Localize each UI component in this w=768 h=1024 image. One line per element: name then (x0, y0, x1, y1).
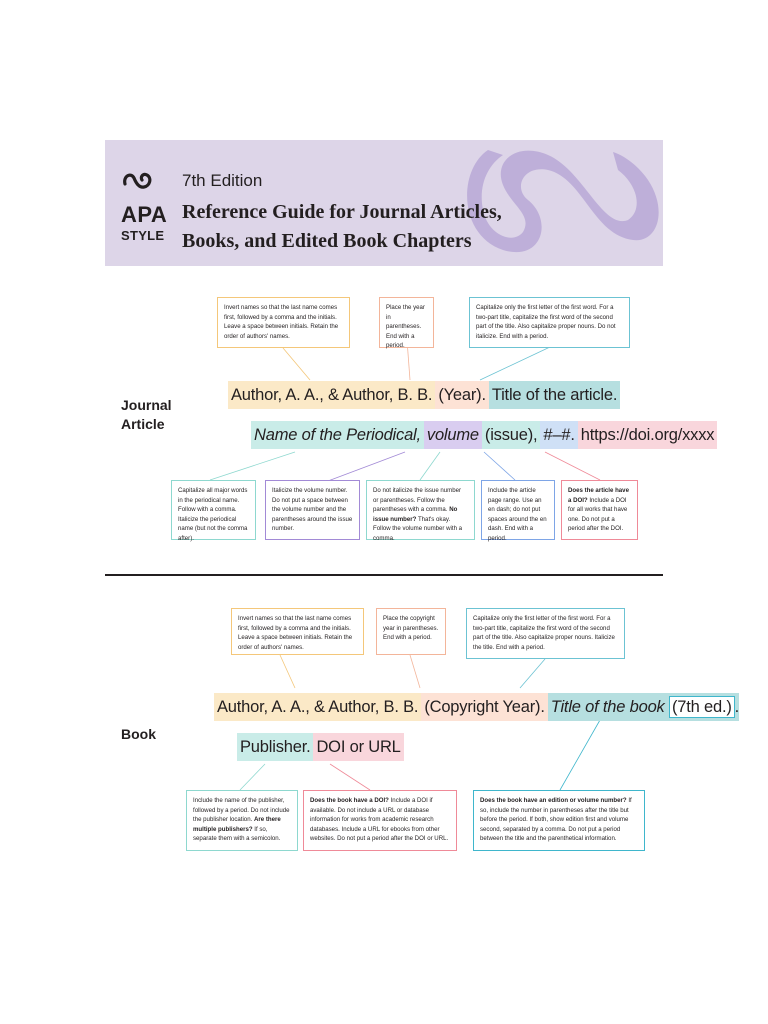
book-publisher: Publisher. (237, 733, 313, 761)
logo-apa-text: APA (121, 202, 168, 227)
note-book-publisher-text-b: Are there multiple publishers? (193, 816, 281, 833)
section-label-journal-article (121, 396, 171, 434)
section-label-book (121, 725, 156, 744)
note-journal-issue-text-b: No issue number? (373, 506, 458, 523)
logo-style-text: STYLE (121, 228, 165, 243)
note-book-doi-text-b: Include a DOI if available. Do not include a URL or database information for works from academic research databases. Include a URL for ebooks from other websites. Do not put a period after the DOI or URL. (310, 797, 449, 843)
note-journal-title-text: Capitalize only the first letter of the first word. For a two-part title, capitalize the first word of the second part of the title. Also capitalize proper nouns. Do not italicize. End with a period. (476, 304, 616, 340)
journal-reference-line-1 (228, 381, 620, 409)
journal-reference-line-2 (251, 421, 717, 449)
note-journal-periodical-text: Capitalize all major words in the periodical name. Follow with a comma. Italicize the periodical name (but not the comma after). (178, 487, 248, 542)
note-journal-doi-text-b: Include a DOI for all works that have one. Do not put a period after the DOI. (568, 496, 628, 533)
journal-issue: (issue), (482, 421, 541, 449)
note-journal-title (469, 297, 630, 348)
note-journal-volume (265, 480, 360, 540)
edition-label: 7th Edition (182, 171, 263, 190)
note-journal-doi-text-a: Does the article have a DOI? (568, 487, 629, 504)
note-journal-issue-text-c: That's okay. Follow the volume number with a comma. (373, 515, 463, 542)
note-journal-periodical (171, 480, 256, 540)
note-journal-year-text: Place the year in parentheses. End with a period. (386, 304, 425, 350)
note-journal-volume-text: Italicize the volume number. Do not put a space between the volume number and the parentheses around the issue number. (272, 487, 353, 533)
journal-pages: #–#. (540, 421, 577, 449)
note-book-author (231, 608, 364, 655)
note-book-doi-text-a: Does the book have a DOI? (310, 797, 389, 804)
book-title: Title of the book (550, 698, 665, 716)
journal-year: (Year). (435, 381, 489, 409)
note-book-edition-text-a: Does the book have an edition or volume number? (480, 797, 627, 804)
book-reference-line-2 (237, 733, 404, 761)
note-journal-doi (561, 480, 638, 540)
note-book-year (376, 608, 446, 655)
note-journal-author (217, 297, 350, 348)
page-title: Reference Guide for Journal Articles, Books, and Edited Book Chapters (182, 201, 502, 252)
book-line-end: . (734, 698, 740, 716)
note-book-publisher-text-c: If so, separate them with a semicolon. (193, 825, 281, 843)
note-book-publisher-text-a: Include the name of the publisher, followed by a period. Do not include the publisher location. (193, 797, 290, 824)
book-edition: (7th ed.) (669, 696, 735, 718)
note-journal-issue (366, 480, 475, 540)
note-journal-issue-text-a: Do not italicize the issue number or parentheses. Follow the parentheses with a comma. (373, 487, 462, 514)
note-book-edition (473, 790, 645, 851)
book-reference-line-1 (214, 693, 739, 721)
book-year: (Copyright Year). (421, 693, 547, 721)
journal-doi: https://doi.org/xxxx (578, 421, 718, 449)
journal-label-text: Journal Article (121, 397, 172, 432)
journal-article-title: Title of the article. (489, 381, 620, 409)
note-book-title (466, 608, 625, 659)
section-divider (105, 574, 663, 576)
note-book-year-text: Place the copyright year in parentheses. End with a period. (383, 615, 439, 642)
book-doi: DOI or URL (313, 733, 403, 761)
journal-periodical-name: Name of the Periodical, (251, 421, 424, 449)
note-journal-year (379, 297, 434, 348)
note-book-author-text: Invert names so that the last name comes first, followed by a comma and the initials. Leave a space between initials. Retain the order of authors' names. (238, 615, 353, 651)
note-book-publisher (186, 790, 298, 851)
note-book-edition-text-b: If so, include the number in parentheses after the title but before the period. If both, show edition first and volume second, separated by a comma. Do not put a period between the title and the parenthetical information. (480, 797, 632, 843)
note-journal-pages (481, 480, 555, 540)
note-journal-pages-text: Include the article page range. Use an en dash; do not put spaces around the en dash. End with a period. (488, 487, 547, 542)
journal-volume: volume (424, 421, 482, 449)
note-journal-author-text: Invert names so that the last name comes first, followed by a comma and the initials. Leave a space between initials. Retain the order of authors' names. (224, 304, 339, 340)
journal-authors: Author, A. A., & Author, B. B. (228, 381, 435, 409)
book-authors: Author, A. A., & Author, B. B. (214, 693, 421, 721)
note-book-doi (303, 790, 457, 851)
book-label-text: Book (121, 726, 156, 742)
note-book-title-text: Capitalize only the first letter of the first word. For a two-part title, capitalize the first word of the second part of the title. Also capitalize proper nouns. Italicize the title. End with a period. (473, 615, 615, 651)
